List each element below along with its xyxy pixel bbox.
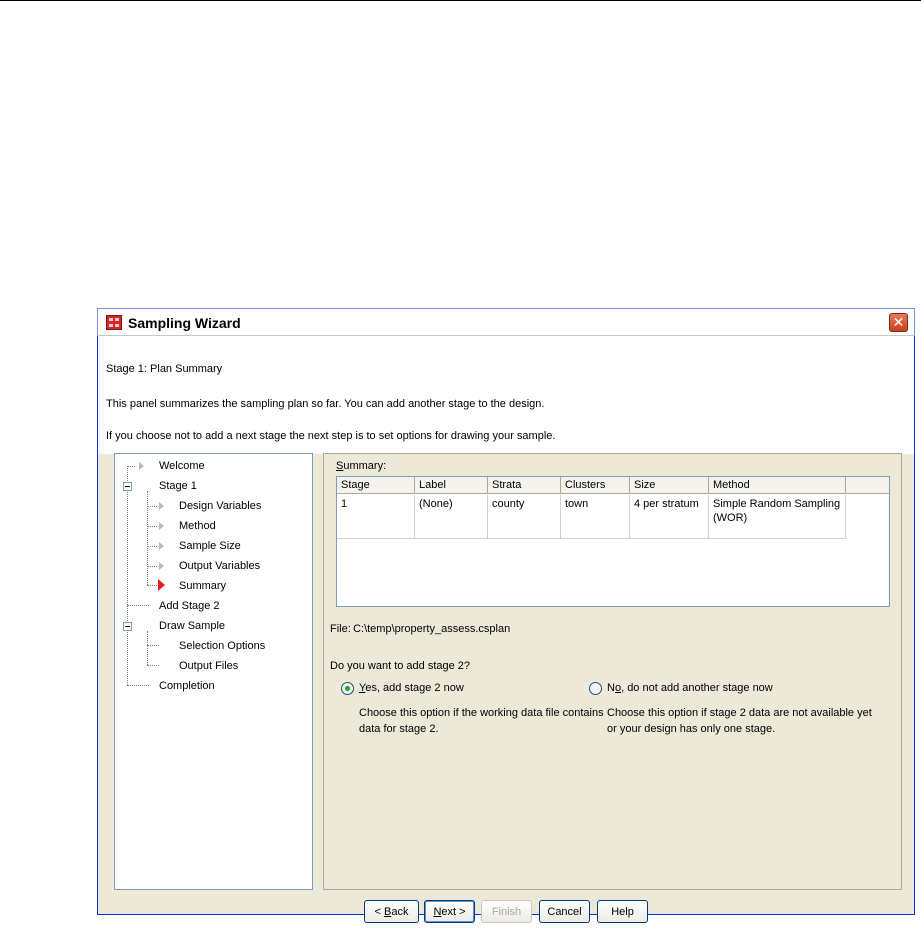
cancel-button[interactable]: Cancel: [539, 900, 590, 923]
title-bar[interactable]: [97, 308, 915, 336]
next-button[interactable]: Next >: [424, 900, 475, 923]
collapse-icon[interactable]: [123, 622, 132, 631]
yes-add-stage-label[interactable]: Yes, add stage 2 now: [359, 682, 464, 694]
column-header-method[interactable]: Method: [709, 477, 846, 494]
yes-option-description: Choose this option if the working data file contains data for stage 2.: [359, 707, 604, 735]
summary-label: Summary:: [336, 460, 387, 472]
file-path: C:\temp\property_assess.csplan: [353, 623, 511, 635]
cell-clusters: town: [561, 495, 630, 539]
add-stage-question: Do you want to add stage 2?: [330, 660, 471, 672]
tree-item-add-stage-2[interactable]: Add Stage 2: [159, 600, 220, 612]
tree-connector: [127, 466, 135, 467]
file-label: File:: [330, 623, 351, 635]
cell-stage: 1: [337, 495, 415, 539]
step-arrow-icon: [159, 542, 164, 550]
tree-connector: [127, 685, 149, 686]
tree-item-summary[interactable]: Summary: [179, 580, 227, 592]
tree-item-output-files[interactable]: Output Files: [179, 660, 239, 672]
table-header: [337, 477, 889, 495]
description-2: If you choose not to add a next stage the next step is to set options for drawing your sample.: [106, 430, 556, 442]
tree-root-line: [127, 466, 128, 685]
window-title: Sampling Wizard: [128, 315, 241, 331]
tree-item-method[interactable]: Method: [179, 520, 216, 532]
description-1: This panel summarizes the sampling plan so far. You can add another stage to the design.: [106, 398, 545, 410]
tree-item-completion[interactable]: Completion: [159, 680, 215, 692]
tree-connector: [147, 665, 159, 666]
tree-item-sample-size[interactable]: Sample Size: [179, 540, 241, 552]
no-add-stage-label[interactable]: No, do not add another stage now: [607, 682, 773, 694]
wizard-steps-tree: [114, 453, 313, 890]
column-header-stage[interactable]: Stage: [337, 477, 415, 494]
tree-connector: [147, 506, 157, 507]
collapse-icon[interactable]: [123, 482, 132, 491]
column-header-strata[interactable]: Strata: [488, 477, 561, 494]
close-button[interactable]: ✕: [889, 313, 908, 332]
cell-strata: county: [488, 495, 561, 539]
no-option-description: Choose this option if stage 2 data are not available yet or your design has only one stage.: [607, 707, 872, 735]
column-header-filler: [846, 477, 890, 494]
summary-table[interactable]: [336, 476, 890, 607]
file-path-line: [330, 623, 510, 635]
tree-connector: [127, 605, 149, 606]
tree-item-welcome[interactable]: Welcome: [159, 460, 205, 472]
app-icon: [106, 315, 122, 330]
cell-method: Simple Random Sampling (WOR): [709, 495, 846, 539]
tree-item-selection-options[interactable]: Selection Options: [179, 640, 266, 652]
column-header-label[interactable]: Label: [415, 477, 488, 494]
tree-connector: [147, 566, 157, 567]
tree-connector: [147, 546, 157, 547]
yes-add-stage-radio[interactable]: [341, 682, 354, 695]
finish-button[interactable]: Finish: [481, 900, 532, 923]
page-top-rule: [0, 0, 921, 1]
summary-panel: [323, 453, 902, 890]
step-arrow-icon: [159, 502, 164, 510]
tree-item-design-variables[interactable]: Design Variables: [179, 500, 262, 512]
tree-item-stage-1[interactable]: Stage 1: [159, 480, 197, 492]
column-header-size[interactable]: Size: [630, 477, 709, 494]
back-button[interactable]: < Back: [364, 900, 419, 923]
step-arrow-icon: [139, 462, 144, 470]
tree-item-output-variables[interactable]: Output Variables: [179, 560, 261, 572]
tree-connector: [147, 585, 157, 586]
cell-label: (None): [415, 495, 488, 539]
tree-connector: [147, 645, 159, 646]
step-arrow-icon: [159, 562, 164, 570]
sampling-wizard-dialog: [97, 308, 915, 918]
tree-connector: [147, 526, 157, 527]
stage-title: Stage 1: Plan Summary: [106, 363, 223, 375]
no-add-stage-radio[interactable]: [589, 682, 602, 695]
cell-size: 4 per stratum: [630, 495, 709, 539]
tree-item-draw-sample[interactable]: Draw Sample: [159, 620, 226, 632]
help-button[interactable]: Help: [597, 900, 648, 923]
column-header-clusters[interactable]: Clusters: [561, 477, 630, 494]
step-arrow-icon: [159, 522, 164, 530]
current-step-arrow-icon: [158, 579, 165, 591]
tree-draw-line: [147, 631, 148, 665]
